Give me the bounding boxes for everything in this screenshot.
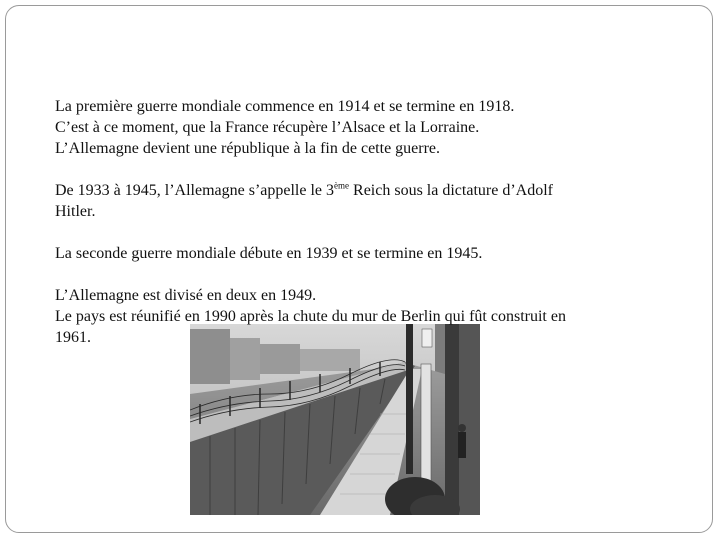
paragraph-ww2: [55, 243, 655, 264]
text-line: Le pays est réunifié en 1990 après la chute du mur de Berlin qui fût construit en: [55, 308, 566, 325]
paragraph-ww1: [55, 96, 655, 159]
text-line: [55, 180, 655, 201]
text-line: La première guerre mondiale commence en 1914 et se termine en 1918.: [55, 98, 515, 115]
text-segment: De 1933 à 1945, l’Allemagne s’appelle le 3: [55, 182, 335, 199]
body-text: [55, 96, 655, 348]
text-segment: Reich sous la dictature d’Adolf: [349, 182, 553, 199]
berlin-wall-photo: [190, 324, 480, 515]
text-line: La seconde guerre mondiale débute en 1939 et se termine en 1945.: [55, 245, 483, 262]
paragraph-division: [55, 285, 655, 348]
text-line: Hitler.: [55, 203, 96, 220]
paragraph-third-reich: [55, 180, 655, 222]
text-line: L’Allemagne est divisé en deux en 1949.: [55, 287, 317, 304]
superscript-ordinal: ème: [334, 180, 350, 191]
text-line: 1961.: [55, 329, 91, 346]
text-line: C’est à ce moment, que la France récupère l’Alsace et la Lorraine.: [55, 119, 480, 136]
text-line: L’Allemagne devient une république à la fin de cette guerre.: [55, 140, 441, 157]
